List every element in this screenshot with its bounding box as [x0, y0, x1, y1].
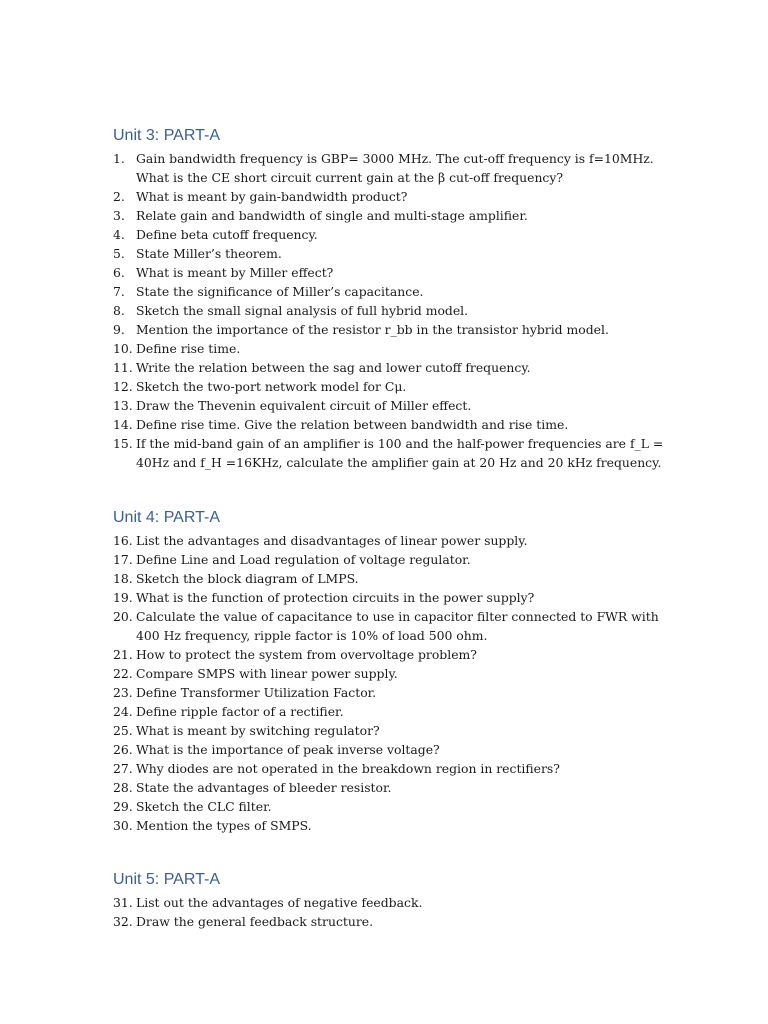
list-item — [113, 225, 673, 244]
list-item — [113, 415, 673, 434]
item-number: 22. — [113, 666, 133, 681]
list-item — [113, 702, 673, 721]
list-item — [113, 187, 673, 206]
list-item — [113, 740, 673, 759]
section-heading: Unit 4: PART-A — [113, 509, 220, 526]
item-text: Compare SMPS with linear power supply. — [136, 666, 398, 681]
item-number: 16. — [113, 533, 133, 548]
question-list — [113, 531, 673, 835]
list-item — [113, 721, 673, 740]
item-number: 32. — [113, 914, 133, 929]
item-text: Sketch the two-port network model for Cμ. — [136, 379, 407, 394]
item-text: Define ripple factor of a rectifier. — [136, 704, 344, 719]
list-item — [113, 588, 673, 607]
item-text: If the mid-band gain of an amplifier is 100 and the half-power frequencies are f_L = 40Hz and f_H =16KHz, calculate the amplifier gain at 20 Hz and 20 kHz frequency. — [136, 436, 664, 470]
item-text: Define rise time. — [136, 341, 241, 356]
list-item — [113, 244, 673, 263]
list-item — [113, 531, 673, 550]
item-text: Relate gain and bandwidth of single and multi-stage amplifier. — [136, 208, 528, 223]
item-number: 4. — [113, 227, 125, 242]
list-item — [113, 377, 673, 396]
item-text: Gain bandwidth frequency is GBP= 3000 MHz. The cut-off frequency is f=10MHz. What is the CE short circuit current gain at the β cut-off frequency? — [136, 151, 654, 185]
item-text: Draw the general feedback structure. — [136, 914, 374, 929]
item-text: Define beta cutoff frequency. — [136, 227, 318, 242]
item-text: Define Line and Load regulation of voltage regulator. — [136, 552, 471, 567]
item-text: Write the relation between the sag and lower cutoff frequency. — [136, 360, 531, 375]
item-text: List the advantages and disadvantages of linear power supply. — [136, 533, 528, 548]
list-item — [113, 358, 673, 377]
item-number: 13. — [113, 398, 133, 413]
list-item — [113, 645, 673, 664]
item-text: What is meant by Miller effect? — [136, 265, 334, 280]
item-number: 19. — [113, 590, 133, 605]
item-text: State the significance of Miller’s capacitance. — [136, 284, 424, 299]
list-item — [113, 434, 673, 472]
item-number: 18. — [113, 571, 133, 586]
item-text: How to protect the system from overvoltage problem? — [136, 647, 477, 662]
item-number: 3. — [113, 208, 125, 223]
item-number: 12. — [113, 379, 133, 394]
list-item — [113, 301, 673, 320]
item-number: 8. — [113, 303, 125, 318]
list-item — [113, 778, 673, 797]
item-number: 28. — [113, 780, 133, 795]
list-item — [113, 149, 673, 187]
item-text: State Miller’s theorem. — [136, 246, 282, 261]
list-item — [113, 759, 673, 778]
item-text: Sketch the small signal analysis of full hybrid model. — [136, 303, 469, 318]
list-item — [113, 816, 673, 835]
item-number: 27. — [113, 761, 133, 776]
item-number: 24. — [113, 704, 133, 719]
item-text: What is meant by gain-bandwidth product? — [136, 189, 408, 204]
item-number: 21. — [113, 647, 133, 662]
list-item — [113, 263, 673, 282]
item-text: Define rise time. Give the relation between bandwidth and rise time. — [136, 417, 569, 432]
list-item — [113, 893, 673, 912]
item-number: 25. — [113, 723, 133, 738]
list-item — [113, 339, 673, 358]
item-number: 9. — [113, 322, 125, 337]
item-text: What is meant by switching regulator? — [136, 723, 380, 738]
item-text: State the advantages of bleeder resistor. — [136, 780, 392, 795]
item-number: 29. — [113, 799, 133, 814]
unit-4-section — [113, 506, 673, 835]
section-heading: Unit 5: PART-A — [113, 871, 220, 888]
item-number: 1. — [113, 151, 125, 166]
question-list — [113, 893, 673, 931]
item-text: Mention the importance of the resistor r_bb in the transistor hybrid model. — [136, 322, 609, 337]
item-number: 26. — [113, 742, 133, 757]
unit-3-section — [113, 124, 673, 472]
list-item — [113, 282, 673, 301]
item-number: 14. — [113, 417, 133, 432]
list-item — [113, 320, 673, 339]
item-number: 30. — [113, 818, 133, 833]
list-item — [113, 664, 673, 683]
list-item — [113, 797, 673, 816]
item-text: Draw the Thevenin equivalent circuit of Miller effect. — [136, 398, 472, 413]
list-item — [113, 683, 673, 702]
item-text: Sketch the block diagram of LMPS. — [136, 571, 359, 586]
unit-5-section — [113, 868, 673, 931]
item-number: 6. — [113, 265, 125, 280]
item-number: 10. — [113, 341, 133, 356]
item-number: 31. — [113, 895, 133, 910]
item-number: 11. — [113, 360, 133, 375]
section-heading: Unit 3: PART-A — [113, 127, 220, 144]
item-text: What is the function of protection circuits in the power supply? — [136, 590, 535, 605]
item-text: List out the advantages of negative feedback. — [136, 895, 423, 910]
item-number: 20. — [113, 609, 133, 624]
item-number: 5. — [113, 246, 125, 261]
item-text: What is the importance of peak inverse voltage? — [136, 742, 440, 757]
item-number: 17. — [113, 552, 133, 567]
question-list — [113, 149, 673, 472]
item-number: 2. — [113, 189, 125, 204]
item-number: 15. — [113, 436, 133, 451]
item-text: Why diodes are not operated in the breakdown region in rectifiers? — [136, 761, 560, 776]
item-text: Sketch the CLC filter. — [136, 799, 272, 814]
list-item — [113, 912, 673, 931]
item-text: Mention the types of SMPS. — [136, 818, 312, 833]
list-item — [113, 550, 673, 569]
item-number: 7. — [113, 284, 125, 299]
list-item — [113, 607, 673, 645]
list-item — [113, 206, 673, 225]
item-text: Define Transformer Utilization Factor. — [136, 685, 377, 700]
item-number: 23. — [113, 685, 133, 700]
list-item — [113, 396, 673, 415]
list-item — [113, 569, 673, 588]
item-text: Calculate the value of capacitance to use in capacitor filter connected to FWR with 400 Hz frequency, ripple factor is 10% of load 500 ohm. — [136, 609, 659, 643]
